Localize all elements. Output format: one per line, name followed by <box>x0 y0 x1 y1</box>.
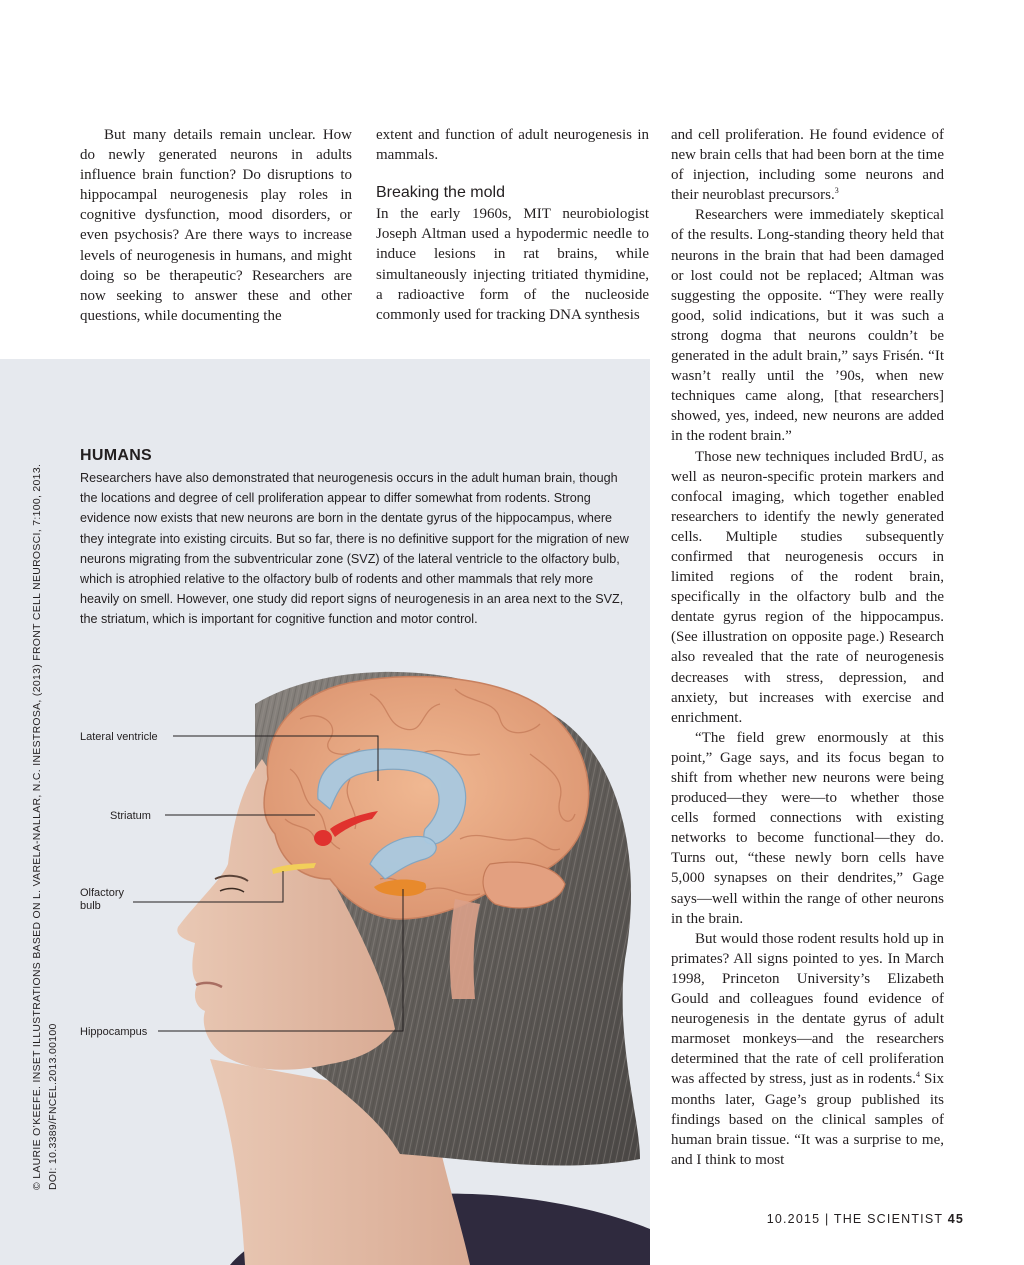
credit-line: © LAURIE O’KEEFE. INSET ILLUSTRATIONS BASED ON L. VARELA-NALLAR, N.C. INESTROSA, (2013) FRONT CELL NEUROSCI, 7:100, 2013. <box>32 463 43 1190</box>
reference-number: 4 <box>916 1070 921 1080</box>
label-hippocampus: Hippocampus <box>80 1026 148 1038</box>
image-credit <box>30 463 70 1190</box>
paragraph <box>671 929 944 1170</box>
page-footer <box>767 1212 964 1226</box>
figure-title: HUMANS <box>80 447 153 464</box>
article-column-3 <box>671 125 944 1170</box>
reference-number: 3 <box>834 186 839 196</box>
section-heading: Breaking the mold <box>376 184 505 202</box>
paragraph-text: But would those rodent results hold up in primates? All signs pointed to yes. In March 1998, Princeton University’s Elizabeth Gould and colleagues found evidence of neurogenesis in the dentate gyrus of adult marmoset monkeys—and the researchers determined that the rate of cell proliferation was affected by stress, just as in rodents. <box>671 930 944 1088</box>
paragraph: “The field grew enormously at this point,” Gage says, and its focus began to shift from whether new neurons were being produced—they were—to whether those cells formed connections with existing networks to become functional—they do. Turns out, “these newly born cells have 5,000 synapses on their dendrites,” Gage says—well within the range of other neurons in the brain. <box>671 729 944 927</box>
paragraph <box>671 125 944 205</box>
article-column-2 <box>376 125 649 325</box>
paragraph: In the early 1960s, MIT neurobiologist Joseph Altman used a hypodermic needle to induce lesions in rat brains, while simultaneously injecting tritiated thymidine, a radioactive form of the nucleoside commonly used for tracking DNA synthesis <box>376 206 649 323</box>
humans-figure <box>0 359 650 1265</box>
label-lateral-ventricle: Lateral ventricle <box>80 731 158 743</box>
label-striatum: Striatum <box>110 810 151 822</box>
paragraph: extent and function of adult neurogenesis in mammals. <box>376 127 649 164</box>
striatum-dot <box>314 830 332 846</box>
page-number: 45 <box>947 1212 964 1226</box>
paragraph-text: and cell proliferation. He found evidence of new brain cells that had been born at the time of injection, including some neurons and their neuroblast precursors. <box>671 127 944 204</box>
doi-line: DOI: 10.3389/FNCEL.2013.00100 <box>48 1023 59 1190</box>
paragraph: Researchers were immediately skeptical of the results. Long-standing theory held that neurons in the brain that had been damaged or lost could not be replaced; Altman was suggesting the opposite. “They were really good, solid indications, but it was such a strong dogma that neurons couldn’t be generated in the adult brain,” says Frisén. “It wasn’t really until the ’90s, when new techniques came along, [that researchers] showed, yes, indeed, new neurons are added in the rodent brain.” <box>671 207 944 445</box>
paragraph: But many details remain unclear. How do newly generated neurons in adults influence brain function? Do disruptions to hippocampal neurogenesis play roles in cognitive dysfunction, mood disorders, or even psychosis? Are there ways to increase levels of neurogenesis in humans, and might doing so be therapeutic? Researchers are now seeking to answer these and other questions, while documenting the <box>80 127 352 324</box>
paragraph-text: Six months later, Gage’s group published its findings based on the clinical samples of human brain tissue. “It was a surprise to me, and I think to most <box>671 1071 945 1168</box>
figure-caption: Researchers have also demonstrated that neurogenesis occurs in the adult human brain, though the locations and degree of cell proliferation appear to differ somewhat from rodents. Strong evidence now exists that new neurons are born in the dentate gyrus of the hippocampus, where they integrate into existing circuits. But so far, there is no definitive support for the migration of new neurons migrating from the subventricular zone (SVZ) of the lateral ventricle to the olfactory bulb, which is atrophied relative to the olfactory bulb of rodents and other mammals that rely more heavily on smell. However, one study did report signs of neurogenesis in an area next to the SVZ, the striatum, which is important for cognitive function and motor control. <box>80 471 629 627</box>
article-column-1 <box>80 125 352 326</box>
label-olfactory-bulb: Olfactory bulb <box>80 887 125 912</box>
paragraph: Those new techniques included BrdU, as well as neuron-specific protein markers and confocal imaging, which together enabled researchers to identify the newly generated cells. Multiple studies subsequently confirmed that neurogenesis occurs in limited regions of the rodent brain, specifically in the olfactory bulb and the dentate gyrus region of the hippocampus. (See illustration on opposite page.) Research also revealed that the rate of neurogenesis decreases with stress, depression, and anxiety, but increases with exercise and enrichment. <box>671 448 944 726</box>
issue-label: 10.2015 | THE SCIENTIST <box>766 1212 943 1226</box>
